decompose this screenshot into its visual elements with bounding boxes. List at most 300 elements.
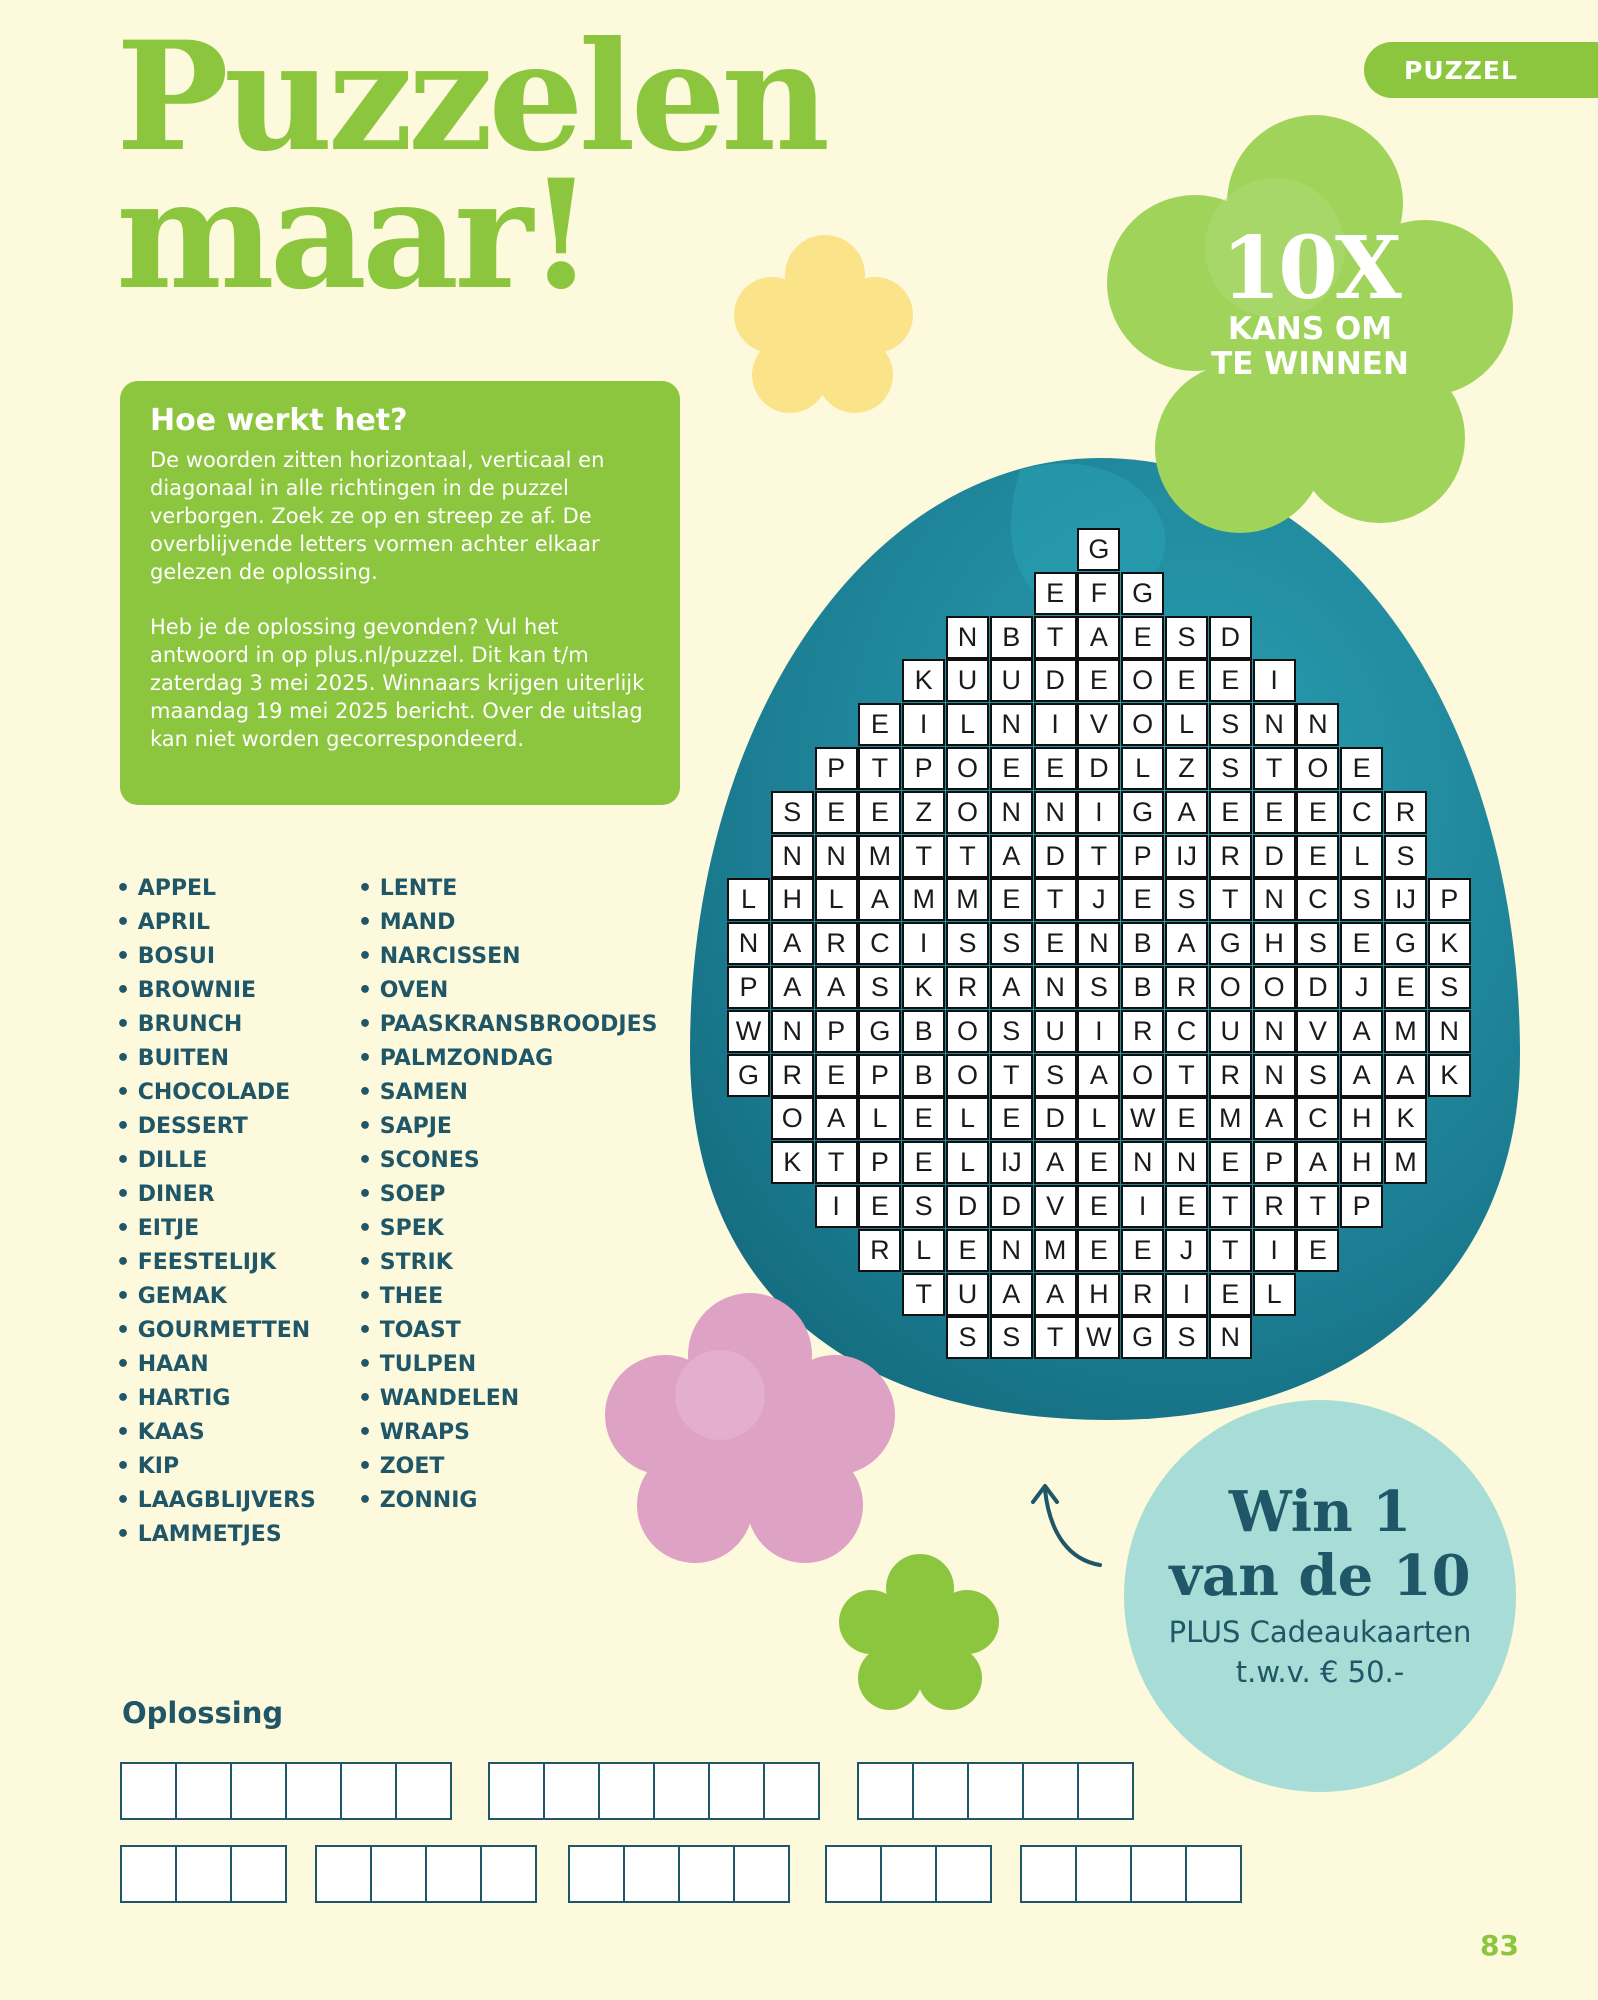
solution-letter-box[interactable] [967,1762,1024,1820]
solution-group [825,1845,992,1903]
grid-cell: B [990,616,1033,659]
grid-cell: R [1209,1054,1252,1097]
solution-group [120,1762,452,1820]
grid-cell: N [771,835,814,878]
solution-letter-box[interactable] [370,1845,427,1903]
grid-cell: E [1121,878,1164,921]
grid-cell: IJ [1384,878,1427,921]
grid-cell: K [1428,1054,1471,1097]
page-title-line2: maar! [116,147,589,323]
word-list-item: • TULPEN [358,1348,657,1382]
grid-cell: L [858,1097,901,1140]
promo-line1: KANS OM [1227,311,1393,347]
solution-letter-box[interactable] [120,1762,177,1820]
grid-cell: N [1121,1141,1164,1184]
grid-cell: O [1121,659,1164,702]
grid-cell: F [1077,572,1120,615]
word-list-item: • HARTIG [116,1382,316,1416]
grid-cell: N [1209,1316,1252,1359]
grid-cell: I [902,922,945,965]
grid-cell: T [902,835,945,878]
grid-cell: E [858,703,901,746]
grid-cell: U [990,659,1033,702]
grid-cell: I [1077,791,1120,834]
grid-cell: L [727,878,770,921]
grid-cell: M [1034,1229,1077,1272]
solution-letter-box[interactable] [1075,1845,1132,1903]
small-green-flower-icon [835,1550,1005,1720]
word-list-item: • KAAS [116,1416,316,1450]
promo-badge [1170,218,1450,382]
grid-cell: I [1165,1273,1208,1316]
grid-cell: H [1077,1273,1120,1316]
grid-cell: S [946,922,989,965]
grid-cell: T [1253,747,1296,790]
grid-cell: I [902,703,945,746]
solution-letter-box[interactable] [425,1845,482,1903]
grid-cell: P [1121,835,1164,878]
win-sub2: t.w.v. € 50.- [1235,1655,1405,1689]
grid-cell: L [1165,703,1208,746]
grid-cell: A [858,878,901,921]
grid-cell: T [1209,1229,1252,1272]
grid-cell: N [1165,1141,1208,1184]
grid-cell: M [1209,1097,1252,1140]
grid-cell: M [902,878,945,921]
solution-group [120,1845,287,1903]
solution-letter-box[interactable] [568,1845,625,1903]
howto-box [120,381,680,805]
grid-cell: E [815,791,858,834]
word-list-item: • DILLE [116,1144,316,1178]
grid-cell: W [727,1010,770,1053]
grid-cell: D [1034,659,1077,702]
grid-cell: E [1209,1141,1252,1184]
grid-cell: I [1034,703,1077,746]
grid-cell: E [946,1229,989,1272]
grid-cell: S [990,1316,1033,1359]
grid-cell: S [1384,835,1427,878]
word-list-item: • NARCISSEN [358,940,657,974]
grid-cell: D [1209,616,1252,659]
grid-cell: C [858,922,901,965]
grid-cell: N [1296,703,1339,746]
grid-cell: M [1384,1141,1427,1184]
word-list-item: • WANDELEN [358,1382,657,1416]
grid-cell: T [858,747,901,790]
grid-cell: K [1384,1097,1427,1140]
grid-cell: C [1296,1097,1339,1140]
grid-cell: T [1077,835,1120,878]
page-number: 83 [1480,1929,1519,1962]
grid-cell: O [946,1054,989,1097]
grid-cell: E [1121,616,1164,659]
grid-cell: G [1121,572,1164,615]
grid-cell: S [1296,922,1339,965]
solution-group [315,1845,537,1903]
page-title [116,9,826,323]
solution-letter-box[interactable] [857,1762,914,1820]
grid-cell: D [1296,966,1339,1009]
word-list-item: • PAASKRANSBROODJES [358,1008,657,1042]
grid-cell: D [1034,1097,1077,1140]
grid-cell: A [990,1273,1033,1316]
grid-cell: E [1340,747,1383,790]
solution-letter-box[interactable] [708,1762,765,1820]
grid-cell: N [1428,1010,1471,1053]
grid-cell: Z [902,791,945,834]
grid-cell: E [990,1097,1033,1140]
solution-letter-box[interactable] [1130,1845,1187,1903]
grid-cell: T [990,1054,1033,1097]
word-list-item: • PALMZONDAG [358,1042,657,1076]
grid-cell: P [858,1054,901,1097]
solution-letter-box[interactable] [230,1762,287,1820]
grid-cell: O [946,1010,989,1053]
yellow-flower-icon [730,230,920,420]
solution-letter-box[interactable] [543,1762,600,1820]
grid-cell: I [1253,659,1296,702]
word-list-item: • DINER [116,1178,316,1212]
grid-cell: V [1296,1010,1339,1053]
howto-paragraph-2: Heb je de oplossing gevonden? Vul het antwoord in op plus.nl/puzzel. Dit kan t/m zaterdag 3 mei 2025. Winnaars krijgen uiterlijk maandag 19 mei 2025 bericht. Over de uitslag kan niet worden gecorrespondeerd. [150,615,645,751]
grid-cell: A [1034,1141,1077,1184]
solution-letter-box[interactable] [935,1845,992,1903]
solution-letter-box[interactable] [1185,1845,1242,1903]
grid-cell: D [1034,835,1077,878]
grid-cell: S [1165,616,1208,659]
grid-cell: A [1384,1054,1427,1097]
solution-group [857,1762,1134,1820]
grid-cell: E [1077,1229,1120,1272]
solution-group [568,1845,790,1903]
grid-cell: S [1296,1054,1339,1097]
grid-cell: A [1034,1273,1077,1316]
grid-cell: A [1296,1141,1339,1184]
grid-cell: S [1165,1316,1208,1359]
solution-letter-box[interactable] [230,1845,287,1903]
grid-cell: H [771,878,814,921]
word-list-item: • BUITEN [116,1042,316,1076]
grid-cell: E [1165,659,1208,702]
grid-cell: M [946,878,989,921]
grid-cell: P [858,1141,901,1184]
grid-cell: P [727,966,770,1009]
grid-cell: T [1165,1054,1208,1097]
solution-letter-box[interactable] [825,1845,882,1903]
word-list-item: • LENTE [358,872,657,906]
grid-cell: V [1077,703,1120,746]
grid-cell: E [1340,922,1383,965]
grid-cell: S [1077,966,1120,1009]
word-list-item: • THEE [358,1280,657,1314]
solution-letter-box[interactable] [733,1845,790,1903]
grid-cell: E [1077,659,1120,702]
grid-cell: Z [1165,747,1208,790]
grid-cell: E [1121,1229,1164,1272]
grid-cell: K [902,966,945,1009]
grid-cell: H [1253,922,1296,965]
grid-cell: L [902,1229,945,1272]
word-list-column-1 [116,872,316,1552]
word-list-item: • FEESTELIJK [116,1246,316,1280]
word-list-item: • SOEP [358,1178,657,1212]
grid-cell: B [1121,966,1164,1009]
word-list-item: • SCONES [358,1144,657,1178]
grid-cell: O [946,791,989,834]
grid-cell: E [1209,1273,1252,1316]
grid-cell: S [902,1185,945,1228]
word-list-item: • APRIL [116,906,316,940]
grid-cell: T [1034,1316,1077,1359]
solution-letter-box[interactable] [912,1762,969,1820]
promo-big: 10X [1221,218,1399,319]
grid-cell: N [771,1010,814,1053]
solution-letter-box[interactable] [1020,1845,1077,1903]
grid-cell: R [1165,966,1208,1009]
grid-cell: T [1296,1185,1339,1228]
grid-cell: U [1034,1010,1077,1053]
grid-cell: A [771,922,814,965]
grid-cell: E [1034,572,1077,615]
grid-cell: N [727,922,770,965]
grid-cell: A [1077,616,1120,659]
grid-cell: A [990,835,1033,878]
grid-cell: S [1209,703,1252,746]
grid-cell: A [771,966,814,1009]
grid-cell: R [946,966,989,1009]
solution-letter-box[interactable] [488,1762,545,1820]
word-list-item: • LAMMETJES [116,1518,316,1552]
grid-cell: U [1209,1010,1252,1053]
word-list-item: • EITJE [116,1212,316,1246]
grid-cell: S [771,791,814,834]
solution-letter-box[interactable] [623,1845,680,1903]
grid-cell: N [815,835,858,878]
grid-cell: C [1340,791,1383,834]
word-list-item: • BRUNCH [116,1008,316,1042]
grid-cell: U [946,659,989,702]
solution-letter-box[interactable] [120,1845,177,1903]
grid-cell: S [1034,1054,1077,1097]
grid-cell: G [1384,922,1427,965]
word-list-item: • SAMEN [358,1076,657,1110]
grid-cell: N [990,1229,1033,1272]
grid-cell: L [946,1141,989,1184]
section-tag: PUZZEL [1364,42,1598,98]
grid-cell: E [1209,791,1252,834]
solution-group [488,1762,820,1820]
grid-cell: T [1034,616,1077,659]
grid-cell: E [1384,966,1427,1009]
grid-cell: O [1121,703,1164,746]
word-list-item: • WRAPS [358,1416,657,1450]
grid-cell: E [1296,791,1339,834]
solution-letter-box[interactable] [678,1845,735,1903]
grid-cell: L [1253,1273,1296,1316]
grid-cell: E [902,1141,945,1184]
grid-cell: A [1253,1097,1296,1140]
grid-cell: R [1121,1273,1164,1316]
pink-flower-icon [600,1285,900,1575]
grid-cell: A [815,966,858,1009]
grid-cell: E [1034,747,1077,790]
grid-cell: N [1034,966,1077,1009]
word-list-item: • GOURMETTEN [116,1314,316,1348]
solution-letter-box[interactable] [480,1845,537,1903]
grid-cell: E [1165,1185,1208,1228]
solution-letter-box[interactable] [763,1762,820,1820]
grid-cell: T [815,1141,858,1184]
grid-cell: R [858,1229,901,1272]
word-list-item: • KIP [116,1450,316,1484]
grid-cell: R [771,1054,814,1097]
grid-cell: J [1340,966,1383,1009]
grid-cell: B [902,1010,945,1053]
grid-cell: E [990,878,1033,921]
grid-cell: E [1034,922,1077,965]
solution-letter-box[interactable] [395,1762,452,1820]
grid-cell: N [1034,791,1077,834]
solution-letter-box[interactable] [598,1762,655,1820]
grid-cell: S [1428,966,1471,1009]
solution-letter-box[interactable] [340,1762,397,1820]
grid-cell: D [1253,835,1296,878]
grid-cell: I [1077,1010,1120,1053]
grid-cell: B [1121,922,1164,965]
grid-cell: I [1121,1185,1164,1228]
grid-cell: K [902,659,945,702]
grid-cell: R [1121,1010,1164,1053]
grid-cell: S [1340,878,1383,921]
solution-letter-box[interactable] [175,1762,232,1820]
grid-cell: G [727,1054,770,1097]
grid-cell: E [1253,791,1296,834]
grid-cell: E [990,747,1033,790]
grid-cell: T [1209,878,1252,921]
grid-cell: T [946,835,989,878]
solution-letter-box[interactable] [880,1845,937,1903]
grid-cell: G [1121,791,1164,834]
solution-label: Oplossing [122,1696,284,1730]
curved-arrow-icon [1015,1470,1115,1570]
grid-cell: P [1340,1185,1383,1228]
grid-cell: N [946,616,989,659]
grid-cell: D [946,1185,989,1228]
grid-cell: O [1296,747,1339,790]
solution-letter-box[interactable] [1022,1762,1079,1820]
grid-cell: R [815,922,858,965]
grid-cell: M [1384,1010,1427,1053]
word-list-item: • MAND [358,906,657,940]
solution-letter-box[interactable] [285,1762,342,1820]
grid-cell: A [1165,922,1208,965]
win-line2: van de 10 [1169,1543,1471,1609]
word-list-item: • BOSUI [116,940,316,974]
grid-cell: L [1340,835,1383,878]
grid-cell: L [815,878,858,921]
grid-cell: T [1034,878,1077,921]
grid-cell: E [1165,1097,1208,1140]
grid-cell: T [902,1273,945,1316]
solution-letter-box[interactable] [175,1845,232,1903]
win-sub1: PLUS Cadeaukaarten [1168,1615,1472,1649]
grid-cell: A [1340,1054,1383,1097]
grid-cell: L [946,1097,989,1140]
grid-cell: P [815,1010,858,1053]
grid-cell: N [990,703,1033,746]
word-list-item: • TOAST [358,1314,657,1348]
grid-cell: R [1253,1185,1296,1228]
grid-cell: N [1253,878,1296,921]
solution-letter-box[interactable] [1077,1762,1134,1820]
word-list-item: • LAAGBLIJVERS [116,1484,316,1518]
grid-cell: G [1077,528,1120,571]
grid-cell: R [1384,791,1427,834]
grid-cell: E [1077,1141,1120,1184]
grid-cell: O [1209,966,1252,1009]
grid-cell: K [1428,922,1471,965]
grid-cell: D [1077,747,1120,790]
grid-cell: H [1340,1097,1383,1140]
grid-cell: S [858,966,901,1009]
grid-cell: IJ [1165,835,1208,878]
grid-cell: G [1209,922,1252,965]
word-list-item: • ZOET [358,1450,657,1484]
grid-cell: O [1253,966,1296,1009]
grid-cell: S [990,922,1033,965]
grid-cell: O [771,1097,814,1140]
grid-cell: A [1165,791,1208,834]
grid-cell: E [1296,1229,1339,1272]
grid-cell: E [815,1054,858,1097]
grid-cell: A [990,966,1033,1009]
grid-cell: P [815,747,858,790]
grid-cell: I [815,1185,858,1228]
promo-line2: TE WINNEN [1211,346,1409,382]
grid-cell: E [1209,659,1252,702]
word-list-item: • CHOCOLADE [116,1076,316,1110]
grid-cell: E [858,791,901,834]
grid-cell: B [902,1054,945,1097]
grid-cell: L [1121,747,1164,790]
word-list-item: • ZONNIG [358,1484,657,1518]
grid-cell: E [1077,1185,1120,1228]
grid-cell: G [1121,1316,1164,1359]
grid-cell: C [1165,1010,1208,1053]
grid-cell: M [858,835,901,878]
grid-cell: G [858,1010,901,1053]
grid-cell: A [1077,1054,1120,1097]
grid-cell: N [990,791,1033,834]
solution-letter-box[interactable] [653,1762,710,1820]
grid-cell: E [1296,835,1339,878]
word-list-item: • HAAN [116,1348,316,1382]
grid-cell: N [1253,703,1296,746]
grid-cell: L [1077,1097,1120,1140]
grid-cell: W [1121,1097,1164,1140]
grid-cell: V [1034,1185,1077,1228]
grid-cell: O [946,747,989,790]
grid-cell: S [1165,878,1208,921]
grid-cell: L [946,703,989,746]
grid-cell: U [946,1273,989,1316]
grid-cell: E [858,1185,901,1228]
solution-letter-box[interactable] [315,1845,372,1903]
word-list-item: • APPEL [116,872,316,906]
win-prize-text [1124,1480,1516,1692]
grid-cell: S [990,1010,1033,1053]
